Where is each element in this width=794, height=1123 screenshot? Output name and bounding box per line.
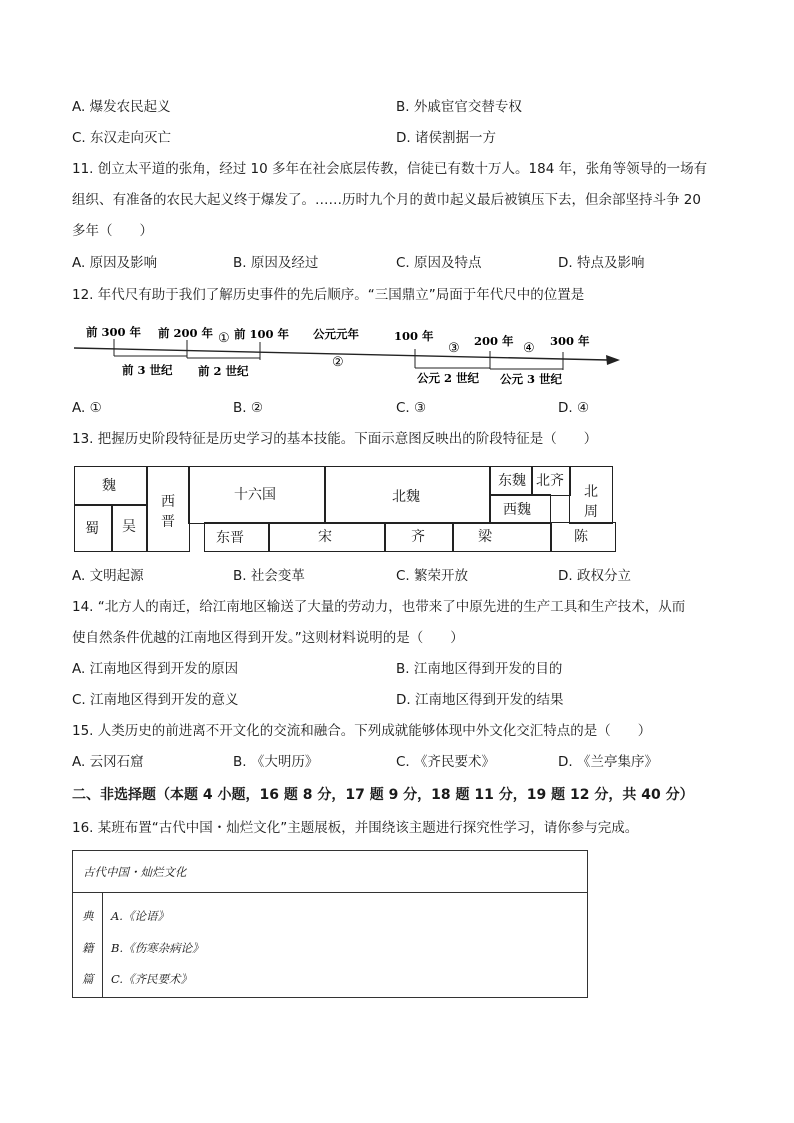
q13-option-d: D. 政权分立 [558, 568, 631, 584]
q12-option-d: D. ④ [558, 400, 590, 416]
table-item-a: A.《论语》 [111, 909, 169, 923]
table-side-column [73, 893, 103, 997]
q15-option-c: C. 《齐民要术》 [396, 754, 496, 770]
table-item-c: C.《齐民要术》 [111, 972, 193, 986]
q14-option-b: B. 江南地区得到开发的目的 [396, 661, 563, 677]
q15-option-a: A. 云冈石窟 [72, 754, 144, 770]
block-liang-label: 梁 [478, 529, 492, 545]
q15-option-b: B. 《大明历》 [233, 754, 319, 770]
q13-stem: 13. 把握历史阶段特征是历史学习的基本技能。下面示意图反映出的阶段特征是（ ） [72, 431, 598, 447]
timeline-century-3ad: 公元 3 世纪 [500, 372, 563, 386]
q14-option-a: A. 江南地区得到开发的原因 [72, 661, 239, 677]
block-dongwei-label: 东魏 [498, 473, 526, 489]
block-beizhou-label: 北周 [584, 484, 598, 520]
q10-option-a: A. 爆发农民起义 [72, 99, 171, 115]
timeline-label-ad1: 公元元年 [313, 327, 359, 341]
q13-option-a: A. 文明起源 [72, 568, 144, 584]
section-2-title: 二、非选择题（本题 4 小题，16 题 8 分，17 题 9 分，18 题 11 分，19 题 12 分，共 40 分） [72, 787, 694, 803]
q11-option-a: A. 原因及影响 [72, 255, 158, 271]
timeline-label-300bc: 前 300 年 [86, 325, 142, 339]
q14-stem-line-2: 使自然条件优越的江南地区得到开发。”这则材料说明的是（ ） [72, 630, 464, 646]
q16-stem: 16. 某班布置“古代中国・灿烂文化”主题展板，并围绕该主题进行探究性学习，请你参与完成。 [72, 820, 639, 836]
block-wu-label: 吴 [122, 519, 136, 535]
block-beiqi-label: 北齐 [536, 473, 564, 489]
q16-culture-table [72, 850, 588, 998]
timeline-marker-4: ④ [523, 341, 535, 356]
block-shu-label: 蜀 [85, 521, 99, 537]
block-xiwei-label: 西魏 [503, 502, 531, 518]
timeline-arrow-icon [606, 355, 620, 365]
timeline-marker-3: ③ [448, 341, 460, 356]
timeline-marker-1: ① [218, 331, 230, 346]
q12-timeline [68, 324, 628, 390]
block-liang [452, 522, 552, 552]
q11-stem-line-1: 11. 创立太平道的张角，经过 10 多年在社会底层传教，信徒已有数十万人。184 年，张角等领导的一场有 [72, 161, 708, 177]
timeline-label-300ad: 300 年 [550, 334, 590, 348]
block-qi-label: 齐 [411, 529, 425, 545]
q10-option-b: B. 外戚宦官交替专权 [396, 99, 522, 115]
timeline-label-100bc: 前 100 年 [234, 327, 290, 341]
q12-stem: 12. 年代尺有助于我们了解历史事件的先后顺序。“三国鼎立”局面于年代尺中的位置是 [72, 287, 585, 303]
q11-option-d: D. 特点及影响 [558, 255, 645, 271]
q10-option-c: C. 东汉走向灭亡 [72, 130, 172, 146]
timeline-label-100ad: 100 年 [394, 329, 434, 343]
block-chen-label: 陈 [574, 529, 588, 545]
q10-option-d: D. 诸侯割据一方 [396, 130, 496, 146]
q11-stem-line-2: 组织、有准备的农民大起义终于爆发了。……历时九个月的黄巾起义最后被镇压下去，但余部坚持斗争 20 [72, 192, 701, 208]
table-header-label: 古代中国・灿烂文化 [83, 865, 187, 879]
table-side-char-2: 籍 [82, 941, 94, 955]
table-item-b: B.《伤寒杂病论》 [111, 941, 204, 955]
q11-option-c: C. 原因及特点 [396, 255, 482, 271]
block-shiliuguo-label: 十六国 [234, 487, 276, 503]
block-dongjin-label: 东晋 [216, 530, 244, 546]
q12-option-c: C. ③ [396, 400, 427, 416]
timeline-marker-2: ② [332, 355, 344, 370]
q13-dynasty-diagram [74, 466, 616, 552]
q11-stem-line-3: 多年（ ） [72, 223, 153, 239]
timeline-label-200bc: 前 200 年 [158, 326, 214, 340]
table-side-char-1: 典 [82, 909, 94, 923]
q12-option-a: A. ① [72, 400, 102, 416]
q13-option-b: B. 社会变革 [233, 568, 305, 584]
q14-stem-line-1: 14. “北方人的南迁，给江南地区输送了大量的劳动力，也带来了中原先进的生产工具和生产技术，从而 [72, 599, 686, 615]
table-side-char-3: 篇 [82, 972, 94, 986]
timeline-century-2ad: 公元 2 世纪 [417, 371, 480, 385]
q14-option-c: C. 江南地区得到开发的意义 [72, 692, 239, 708]
timeline-century-3bc: 前 3 世纪 [122, 363, 173, 377]
block-beiwei-label: 北魏 [392, 489, 420, 505]
q12-option-b: B. ② [233, 400, 263, 416]
q11-option-b: B. 原因及经过 [233, 255, 319, 271]
block-wei-label: 魏 [102, 478, 116, 494]
q15-option-d: D. 《兰亭集序》 [558, 754, 658, 770]
q14-option-d: D. 江南地区得到开发的结果 [396, 692, 564, 708]
block-xijin-label: 西晋 [161, 494, 175, 530]
q15-stem: 15. 人类历史的前进离不开文化的交流和融合。下列成就能够体现中外文化交汇特点的是（ ） [72, 723, 652, 739]
timeline-century-2bc: 前 2 世纪 [198, 364, 249, 378]
timeline-label-200ad: 200 年 [474, 334, 514, 348]
table-header [73, 851, 587, 893]
block-song-label: 宋 [318, 529, 332, 545]
q13-option-c: C. 繁荣开放 [396, 568, 469, 584]
